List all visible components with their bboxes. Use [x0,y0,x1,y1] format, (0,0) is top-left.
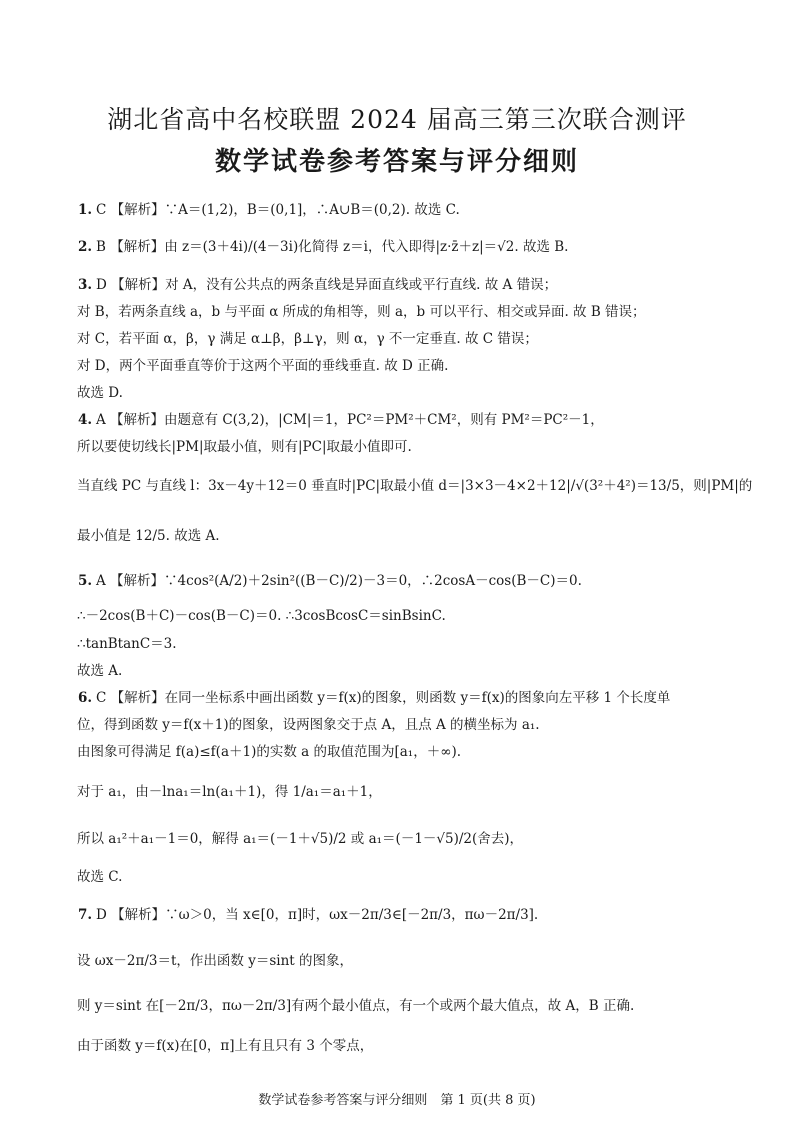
text-line: C 【解析】在同一坐标系中画出函数 y＝f(x)的图象，则函数 y＝f(x)的图象向左平移 1 个长度单 [96,690,671,706]
text-line: 由图象可得满足 f(a)≤f(a＋1)的实数 a 的取值范围为[a₁，＋∞). [77,744,462,760]
text-line: 对于 a₁，由－lna₁＝ln(a₁＋1)，得 1/a₁＝a₁＋1， [77,784,382,800]
question-number: 1. [78,202,93,218]
text-line: 所以 a₁²＋a₁－1＝0，解得 a₁＝(－1＋√5)/2 或 a₁＝(－1－√5)/2(舍去)， [77,831,524,847]
text-line: D 【解析】∵ω＞0，当 x∈[0，π]时，ωx－2π/3∈[－2π/3，πω－2π/3]. [96,907,539,923]
question-number: 3. [78,277,93,293]
text-line: 故选 A. [77,663,123,679]
text-line: A 【解析】由题意有 C(3,2)，|CM|＝1，PC²＝PM²＋CM²，则有 PM²＝PC²－1， [96,412,604,428]
page-footer: 数学试卷参考答案与评分细则 第 1 页(共 8 页) [258,1093,536,1108]
text-line: B 【解析】由 z＝(3＋4i)/(4－3i)化简得 z＝i，代入即得|z·z̄＋z|＝√2. 故选 B. [96,239,569,255]
text-line: D 【解析】对 A，没有公共点的两条直线是异面直线或平行直线. 故 A 错误； [96,277,558,293]
text-line: C 【解析】∵A＝(1,2)，B＝(0,1]，∴A∪B＝(0,2). 故选 C. [96,202,460,218]
text-line: 对 B，若两条直线 a，b 与平面 α 所成的角相等，则 a，b 可以平行、相交或异面. 故 B 错误； [77,304,646,320]
text-line: 当直线 PC 与直线 l：3x－4y＋12＝0 垂直时|PC|取最小值 d＝|3×3－4×2＋12|/√(3²＋4²)＝13/5，则|PM|的 [77,478,753,494]
question-number: 6. [78,690,93,706]
text-line: 位，得到函数 y＝f(x＋1)的图象，设两图象交于点 A，且点 A 的横坐标为 a₁. [77,717,540,733]
text-line: ∴－2cos(B＋C)－cos(B－C)＝0. ∴3cosBcosC＝sinBsinC. [77,608,446,624]
text-line: 故选 D. [77,385,123,401]
text-line: 最小值是 12/5. 故选 A. [77,528,220,544]
text-line: A 【解析】∵4cos²(A/2)＋2sin²((B－C)/2)－3＝0，∴2cosA－cos(B－C)＝0. [96,573,582,589]
page-subtitle: 数学试卷参考答案与评分细则 [214,147,579,177]
text-line: 故选 C. [77,869,123,885]
question-number: 5. [78,573,93,589]
question-number: 7. [78,907,93,923]
text-line: 由于函数 y＝f(x)在[0，π]上有且只有 3 个零点， [77,1038,374,1054]
text-line: 设 ωx－2π/3＝t，作出函数 y＝sint 的图象， [77,953,354,969]
question-number: 2. [78,239,93,255]
text-line: ∴tanBtanC＝3. [77,636,177,652]
text-line: 所以要使切线长|PM|取最小值，则有|PC|取最小值即可. [77,439,412,455]
question-number: 4. [78,412,93,428]
page-title: 湖北省高中名校联盟 2024 届高三第三次联合测评 [107,105,687,134]
text-line: 则 y＝sint 在[－2π/3，πω－2π/3]有两个最小值点，有一个或两个最大值点，故 A，B 正确. [77,998,635,1014]
text-line: 对 C，若平面 α，β，γ 满足 α⊥β，β⊥γ，则 α，γ 不一定垂直. 故 C 错误； [77,331,538,347]
text-line: 对 D，两个平面垂直等价于这两个平面的垂线垂直. 故 D 正确. [77,358,449,374]
